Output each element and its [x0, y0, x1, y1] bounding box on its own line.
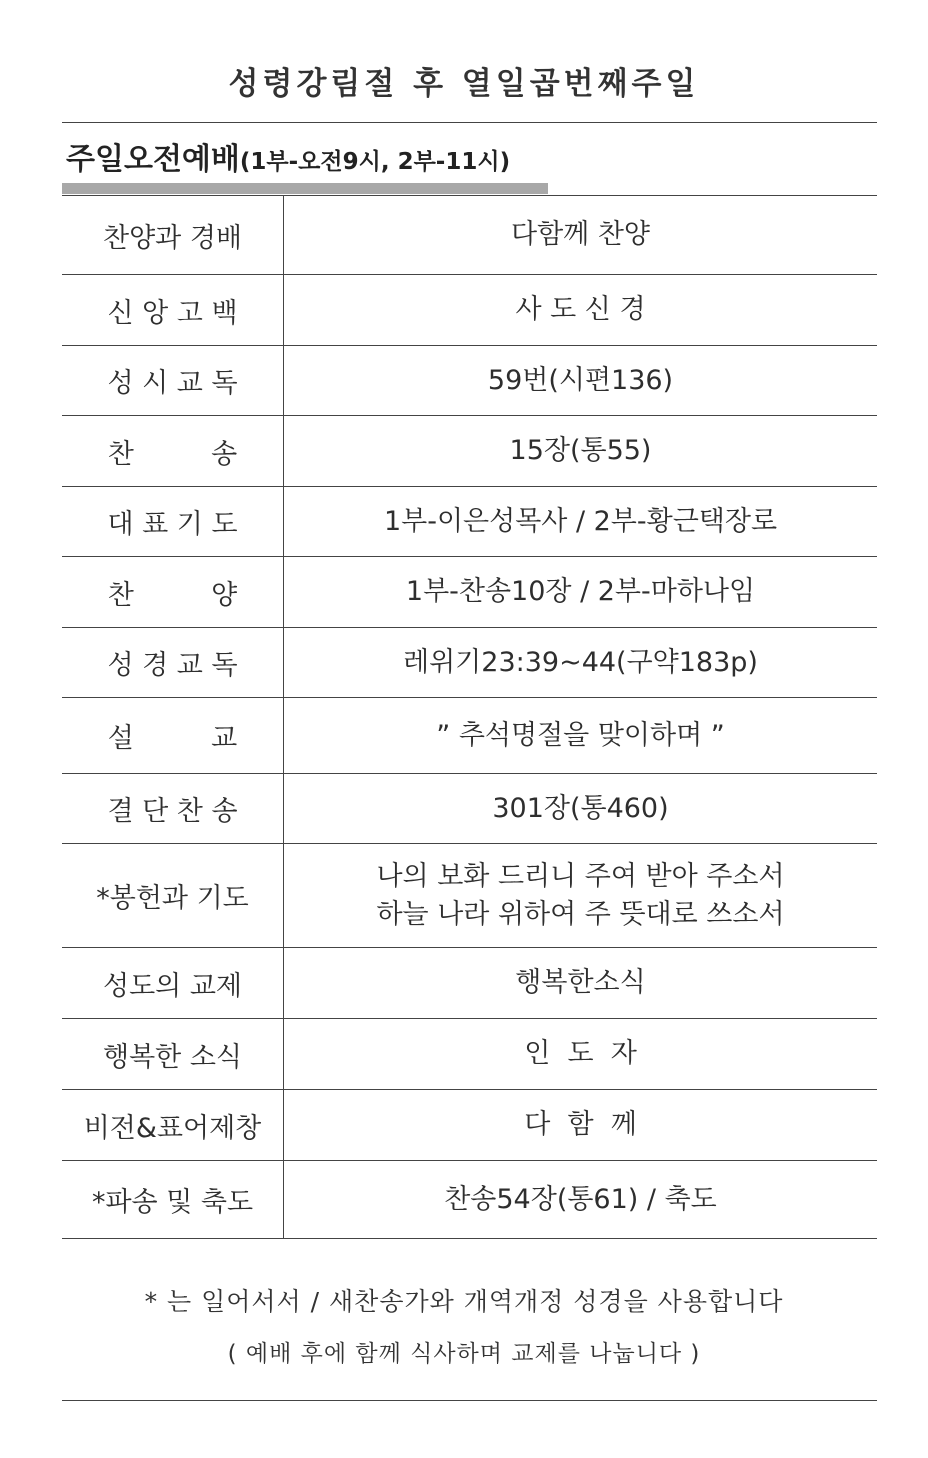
order-value: 사 도 신 경: [515, 294, 646, 325]
table-row: [62, 948, 877, 1019]
service-times: (1부-오전9시, 2부-11시): [239, 149, 511, 175]
service-heading: [66, 134, 510, 178]
order-label: 신 앙 고 백: [62, 275, 284, 345]
order-value: 1부-이은성목사 / 2부-황근택장로: [383, 505, 778, 537]
order-value: 찬송54장(통61) / 축도: [444, 1183, 717, 1215]
table-row: [62, 416, 877, 487]
order-value: 1부-찬송10장 / 2부-마하나임: [405, 576, 756, 607]
order-label: *봉헌과 기도: [62, 844, 284, 947]
order-label: 대 표 기 도: [62, 487, 284, 556]
order-label: *파송 및 축도: [62, 1161, 284, 1238]
top-divider: [62, 122, 877, 123]
order-label: 설 교: [62, 698, 284, 773]
service-name: 주일오전예배: [66, 142, 240, 177]
table-row: [62, 774, 877, 844]
sermon-title: ” 추석명절을 맞이하며 ”: [436, 719, 725, 751]
order-label: 비전&표어제창: [62, 1090, 284, 1160]
table-row: [62, 1090, 877, 1161]
order-value: 다함께 찬양: [511, 219, 650, 250]
fellowship-note: ( 예배 후에 함께 식사하며 교제를 나눕니다 ): [227, 1341, 701, 1367]
order-label: 성 시 교 독: [62, 346, 284, 415]
table-row: [62, 487, 877, 557]
standing-note: * 는 일어서서 / 새찬송가와 개역개정 성경을 사용합니다: [144, 1287, 784, 1316]
table-row: [62, 195, 877, 275]
order-label: 찬양과 경배: [62, 196, 284, 274]
table-row: [62, 1161, 877, 1239]
table-row: [62, 628, 877, 698]
order-label: 찬 송: [62, 416, 284, 486]
order-label: 성도의 교제: [62, 948, 284, 1018]
table-row: [62, 275, 877, 346]
order-value: 다 함 께: [524, 1109, 637, 1140]
table-row: [62, 346, 877, 416]
table-row: [62, 1019, 877, 1090]
bottom-divider: [62, 1400, 877, 1401]
table-row: [62, 698, 877, 774]
table-row: [62, 844, 877, 948]
order-value: 인 도 자: [524, 1038, 637, 1069]
offering-hymn-lyrics: 나의 보화 드리니 주여 받아 주소서 하늘 나라 위하여 주 뜻대로 쓰소서: [376, 860, 785, 930]
table-row: [62, 557, 877, 628]
order-value: 59번(시편136): [487, 364, 674, 396]
bulletin-title: 성령강림절 후 열일곱번째주일: [228, 66, 700, 102]
order-value: 레위기23:39~44(구약183p): [403, 646, 758, 678]
order-label: 결 단 찬 송: [62, 774, 284, 843]
heading-underline-bar: [62, 183, 548, 194]
order-label: 성 경 교 독: [62, 628, 284, 697]
order-label: 행복한 소식: [62, 1019, 284, 1089]
order-value: 301장(통460): [492, 792, 669, 824]
order-of-worship-table: [62, 195, 877, 1239]
order-value: 15장(통55): [509, 435, 652, 466]
order-label: 찬 양: [62, 557, 284, 627]
order-value: 행복한소식: [515, 967, 646, 998]
